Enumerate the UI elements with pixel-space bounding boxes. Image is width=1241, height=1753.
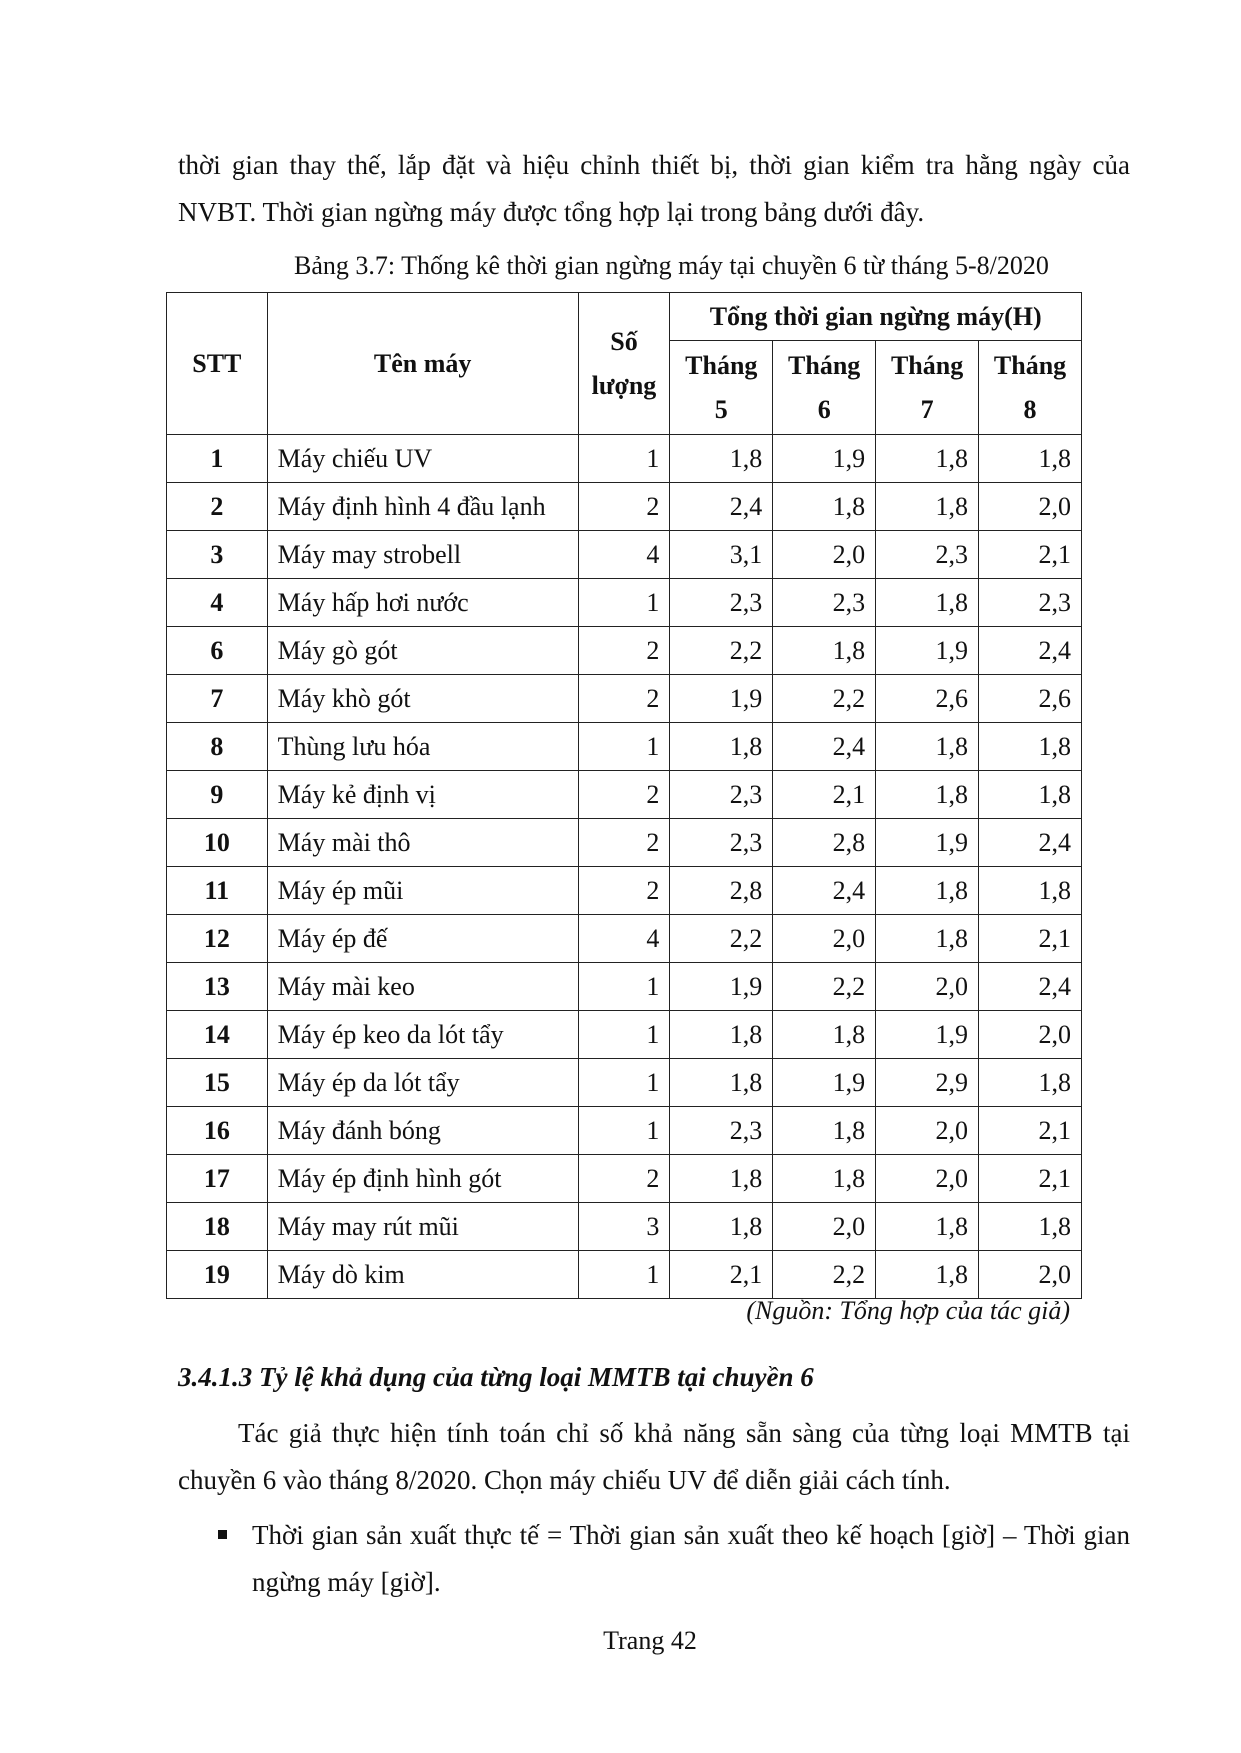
cell-stt: 15 bbox=[167, 1059, 268, 1107]
intro-paragraph: thời gian thay thế, lắp đặt và hiệu chỉnh thiết bị, thời gian kiểm tra hằng ngày của NVBT. Thời gian ngừng máy được tổng hợp lại trong bảng dưới đây. bbox=[178, 150, 1130, 227]
cell-stt: 16 bbox=[167, 1107, 268, 1155]
cell-quantity: 2 bbox=[578, 771, 670, 819]
cell-machine-name: Máy chiếu UV bbox=[267, 435, 578, 483]
cell-machine-name: Thùng lưu hóa bbox=[267, 723, 578, 771]
cell-quantity: 4 bbox=[578, 915, 670, 963]
cell-month-5: 2,2 bbox=[670, 627, 773, 675]
cell-quantity: 1 bbox=[578, 723, 670, 771]
cell-month-8: 2,0 bbox=[979, 1011, 1082, 1059]
cell-month-7: 2,9 bbox=[876, 1059, 979, 1107]
cell-month-7: 2,3 bbox=[876, 531, 979, 579]
table-caption: Bảng 3.7: Thống kê thời gian ngừng máy tại chuyền 6 từ tháng 5-8/2020 bbox=[294, 251, 1049, 280]
cell-quantity: 1 bbox=[578, 435, 670, 483]
cell-month-6: 2,2 bbox=[773, 1251, 876, 1299]
cell-month-5: 1,8 bbox=[670, 1059, 773, 1107]
cell-month-6: 1,9 bbox=[773, 435, 876, 483]
cell-stt: 10 bbox=[167, 819, 268, 867]
table-row bbox=[167, 1155, 1082, 1203]
cell-month-7: 1,9 bbox=[876, 819, 979, 867]
cell-quantity: 2 bbox=[578, 867, 670, 915]
cell-stt: 19 bbox=[167, 1251, 268, 1299]
table-row bbox=[167, 435, 1082, 483]
cell-quantity: 3 bbox=[578, 1203, 670, 1251]
cell-machine-name: Máy may strobell bbox=[267, 531, 578, 579]
cell-month-5: 1,8 bbox=[670, 1203, 773, 1251]
cell-month-5: 2,4 bbox=[670, 483, 773, 531]
cell-month-5: 2,3 bbox=[670, 1107, 773, 1155]
cell-month-6: 2,0 bbox=[773, 531, 876, 579]
cell-quantity: 2 bbox=[578, 483, 670, 531]
bullet-text: Thời gian sản xuất thực tế = Thời gian sản xuất theo kế hoạch [giờ] – Thời gian ngừng máy [giờ]. bbox=[252, 1520, 1130, 1597]
cell-stt: 17 bbox=[167, 1155, 268, 1203]
cell-stt: 14 bbox=[167, 1011, 268, 1059]
cell-machine-name: Máy khò gót bbox=[267, 675, 578, 723]
table-row bbox=[167, 531, 1082, 579]
cell-month-5: 1,8 bbox=[670, 435, 773, 483]
cell-month-6: 2,2 bbox=[773, 963, 876, 1011]
cell-quantity: 2 bbox=[578, 675, 670, 723]
cell-month-5: 1,8 bbox=[670, 1155, 773, 1203]
table-row bbox=[167, 1203, 1082, 1251]
header-month-6: Tháng 6 bbox=[773, 341, 876, 435]
header-stt: STT bbox=[167, 293, 268, 435]
cell-machine-name: Máy hấp hơi nước bbox=[267, 579, 578, 627]
cell-stt: 1 bbox=[167, 435, 268, 483]
cell-month-7: 2,0 bbox=[876, 1107, 979, 1155]
table-row bbox=[167, 579, 1082, 627]
cell-machine-name: Máy ép da lót tẩy bbox=[267, 1059, 578, 1107]
cell-month-7: 1,8 bbox=[876, 1203, 979, 1251]
cell-machine-name: Máy mài thô bbox=[267, 819, 578, 867]
cell-month-6: 2,1 bbox=[773, 771, 876, 819]
cell-month-7: 1,8 bbox=[876, 867, 979, 915]
cell-stt: 7 bbox=[167, 675, 268, 723]
downtime-table bbox=[166, 292, 1082, 1299]
cell-month-6: 2,3 bbox=[773, 579, 876, 627]
cell-month-5: 1,8 bbox=[670, 723, 773, 771]
table-row bbox=[167, 675, 1082, 723]
cell-month-8: 2,3 bbox=[979, 579, 1082, 627]
cell-machine-name: Máy ép keo da lót tẩy bbox=[267, 1011, 578, 1059]
cell-month-5: 1,9 bbox=[670, 675, 773, 723]
cell-machine-name: Máy ép định hình gót bbox=[267, 1155, 578, 1203]
header-month-7: Tháng 7 bbox=[876, 341, 979, 435]
cell-month-5: 2,3 bbox=[670, 819, 773, 867]
cell-month-7: 1,8 bbox=[876, 723, 979, 771]
header-quantity: Số lượng bbox=[578, 293, 670, 435]
cell-quantity: 1 bbox=[578, 1011, 670, 1059]
cell-month-6: 1,8 bbox=[773, 1155, 876, 1203]
cell-stt: 12 bbox=[167, 915, 268, 963]
cell-machine-name: Máy kẻ định vị bbox=[267, 771, 578, 819]
table-row bbox=[167, 1011, 1082, 1059]
header-month-8: Tháng 8 bbox=[979, 341, 1082, 435]
cell-month-8: 2,0 bbox=[979, 483, 1082, 531]
cell-month-8: 2,1 bbox=[979, 915, 1082, 963]
table-row bbox=[167, 819, 1082, 867]
cell-month-8: 1,8 bbox=[979, 867, 1082, 915]
cell-month-6: 1,8 bbox=[773, 1011, 876, 1059]
cell-month-8: 1,8 bbox=[979, 723, 1082, 771]
cell-quantity: 1 bbox=[578, 1059, 670, 1107]
cell-month-7: 1,8 bbox=[876, 579, 979, 627]
cell-month-7: 1,9 bbox=[876, 1011, 979, 1059]
cell-quantity: 2 bbox=[578, 627, 670, 675]
cell-month-5: 1,9 bbox=[670, 963, 773, 1011]
table-body bbox=[167, 435, 1082, 1299]
cell-stt: 6 bbox=[167, 627, 268, 675]
cell-month-8: 2,6 bbox=[979, 675, 1082, 723]
table-row bbox=[167, 483, 1082, 531]
cell-quantity: 1 bbox=[578, 1251, 670, 1299]
cell-stt: 18 bbox=[167, 1203, 268, 1251]
cell-month-8: 2,1 bbox=[979, 531, 1082, 579]
cell-month-8: 2,4 bbox=[979, 819, 1082, 867]
source-note: (Nguồn: Tổng hợp của tác giả) bbox=[746, 1296, 1070, 1325]
cell-month-6: 2,8 bbox=[773, 819, 876, 867]
cell-month-5: 2,1 bbox=[670, 1251, 773, 1299]
cell-month-7: 2,6 bbox=[876, 675, 979, 723]
cell-stt: 13 bbox=[167, 963, 268, 1011]
square-bullet-icon bbox=[218, 1530, 227, 1539]
body-paragraph: Tác giả thực hiện tính toán chỉ số khả năng sẵn sàng của từng loại MMTB tại chuyền 6 vào tháng 8/2020. Chọn máy chiếu UV để diễn giải cách tính. bbox=[178, 1418, 1130, 1495]
cell-month-7: 1,8 bbox=[876, 915, 979, 963]
cell-month-7: 2,0 bbox=[876, 1155, 979, 1203]
cell-quantity: 1 bbox=[578, 579, 670, 627]
cell-machine-name: Máy ép đế bbox=[267, 915, 578, 963]
cell-month-8: 1,8 bbox=[979, 1203, 1082, 1251]
cell-month-8: 2,1 bbox=[979, 1155, 1082, 1203]
cell-machine-name: Máy định hình 4 đầu lạnh bbox=[267, 483, 578, 531]
cell-month-8: 1,8 bbox=[979, 771, 1082, 819]
header-total-downtime: Tổng thời gian ngừng máy(H) bbox=[670, 293, 1082, 341]
header-name: Tên máy bbox=[267, 293, 578, 435]
cell-stt: 4 bbox=[167, 579, 268, 627]
cell-stt: 8 bbox=[167, 723, 268, 771]
cell-quantity: 4 bbox=[578, 531, 670, 579]
cell-machine-name: Máy gò gót bbox=[267, 627, 578, 675]
cell-quantity: 2 bbox=[578, 819, 670, 867]
cell-stt: 3 bbox=[167, 531, 268, 579]
cell-month-8: 1,8 bbox=[979, 1059, 1082, 1107]
cell-month-8: 2,0 bbox=[979, 1251, 1082, 1299]
cell-month-6: 2,4 bbox=[773, 867, 876, 915]
table-row bbox=[167, 723, 1082, 771]
table-row bbox=[167, 1251, 1082, 1299]
cell-month-5: 2,3 bbox=[670, 771, 773, 819]
cell-month-8: 2,4 bbox=[979, 963, 1082, 1011]
section-title: 3.4.1.3 Tỷ lệ khả dụng của từng loại MMTB tại chuyền 6 bbox=[178, 1362, 814, 1392]
cell-machine-name: Máy may rút mũi bbox=[267, 1203, 578, 1251]
cell-month-5: 1,8 bbox=[670, 1011, 773, 1059]
table-row bbox=[167, 963, 1082, 1011]
cell-month-8: 1,8 bbox=[979, 435, 1082, 483]
cell-month-6: 1,8 bbox=[773, 627, 876, 675]
table-row bbox=[167, 915, 1082, 963]
cell-month-7: 1,8 bbox=[876, 1251, 979, 1299]
cell-machine-name: Máy ép mũi bbox=[267, 867, 578, 915]
table-row bbox=[167, 867, 1082, 915]
cell-month-5: 2,3 bbox=[670, 579, 773, 627]
cell-month-6: 1,8 bbox=[773, 483, 876, 531]
table-row bbox=[167, 1107, 1082, 1155]
header-month-5: Tháng 5 bbox=[670, 341, 773, 435]
cell-month-6: 2,2 bbox=[773, 675, 876, 723]
cell-month-6: 2,4 bbox=[773, 723, 876, 771]
cell-stt: 11 bbox=[167, 867, 268, 915]
table-row bbox=[167, 627, 1082, 675]
cell-month-7: 1,8 bbox=[876, 435, 979, 483]
cell-month-7: 1,8 bbox=[876, 483, 979, 531]
cell-month-6: 2,0 bbox=[773, 1203, 876, 1251]
cell-month-8: 2,4 bbox=[979, 627, 1082, 675]
cell-month-7: 1,8 bbox=[876, 771, 979, 819]
table-row bbox=[167, 771, 1082, 819]
cell-quantity: 1 bbox=[578, 963, 670, 1011]
cell-month-6: 1,8 bbox=[773, 1107, 876, 1155]
cell-month-5: 2,8 bbox=[670, 867, 773, 915]
cell-month-5: 2,2 bbox=[670, 915, 773, 963]
cell-month-6: 1,9 bbox=[773, 1059, 876, 1107]
cell-quantity: 1 bbox=[578, 1107, 670, 1155]
cell-month-7: 2,0 bbox=[876, 963, 979, 1011]
cell-month-7: 1,9 bbox=[876, 627, 979, 675]
bullet-item bbox=[178, 1512, 1130, 1606]
cell-machine-name: Máy đánh bóng bbox=[267, 1107, 578, 1155]
cell-machine-name: Máy dò kim bbox=[267, 1251, 578, 1299]
cell-month-8: 2,1 bbox=[979, 1107, 1082, 1155]
table-row bbox=[167, 1059, 1082, 1107]
page-number: Trang 42 bbox=[603, 1626, 697, 1655]
cell-month-5: 3,1 bbox=[670, 531, 773, 579]
cell-quantity: 2 bbox=[578, 1155, 670, 1203]
cell-month-6: 2,0 bbox=[773, 915, 876, 963]
cell-stt: 2 bbox=[167, 483, 268, 531]
cell-machine-name: Máy mài keo bbox=[267, 963, 578, 1011]
cell-stt: 9 bbox=[167, 771, 268, 819]
